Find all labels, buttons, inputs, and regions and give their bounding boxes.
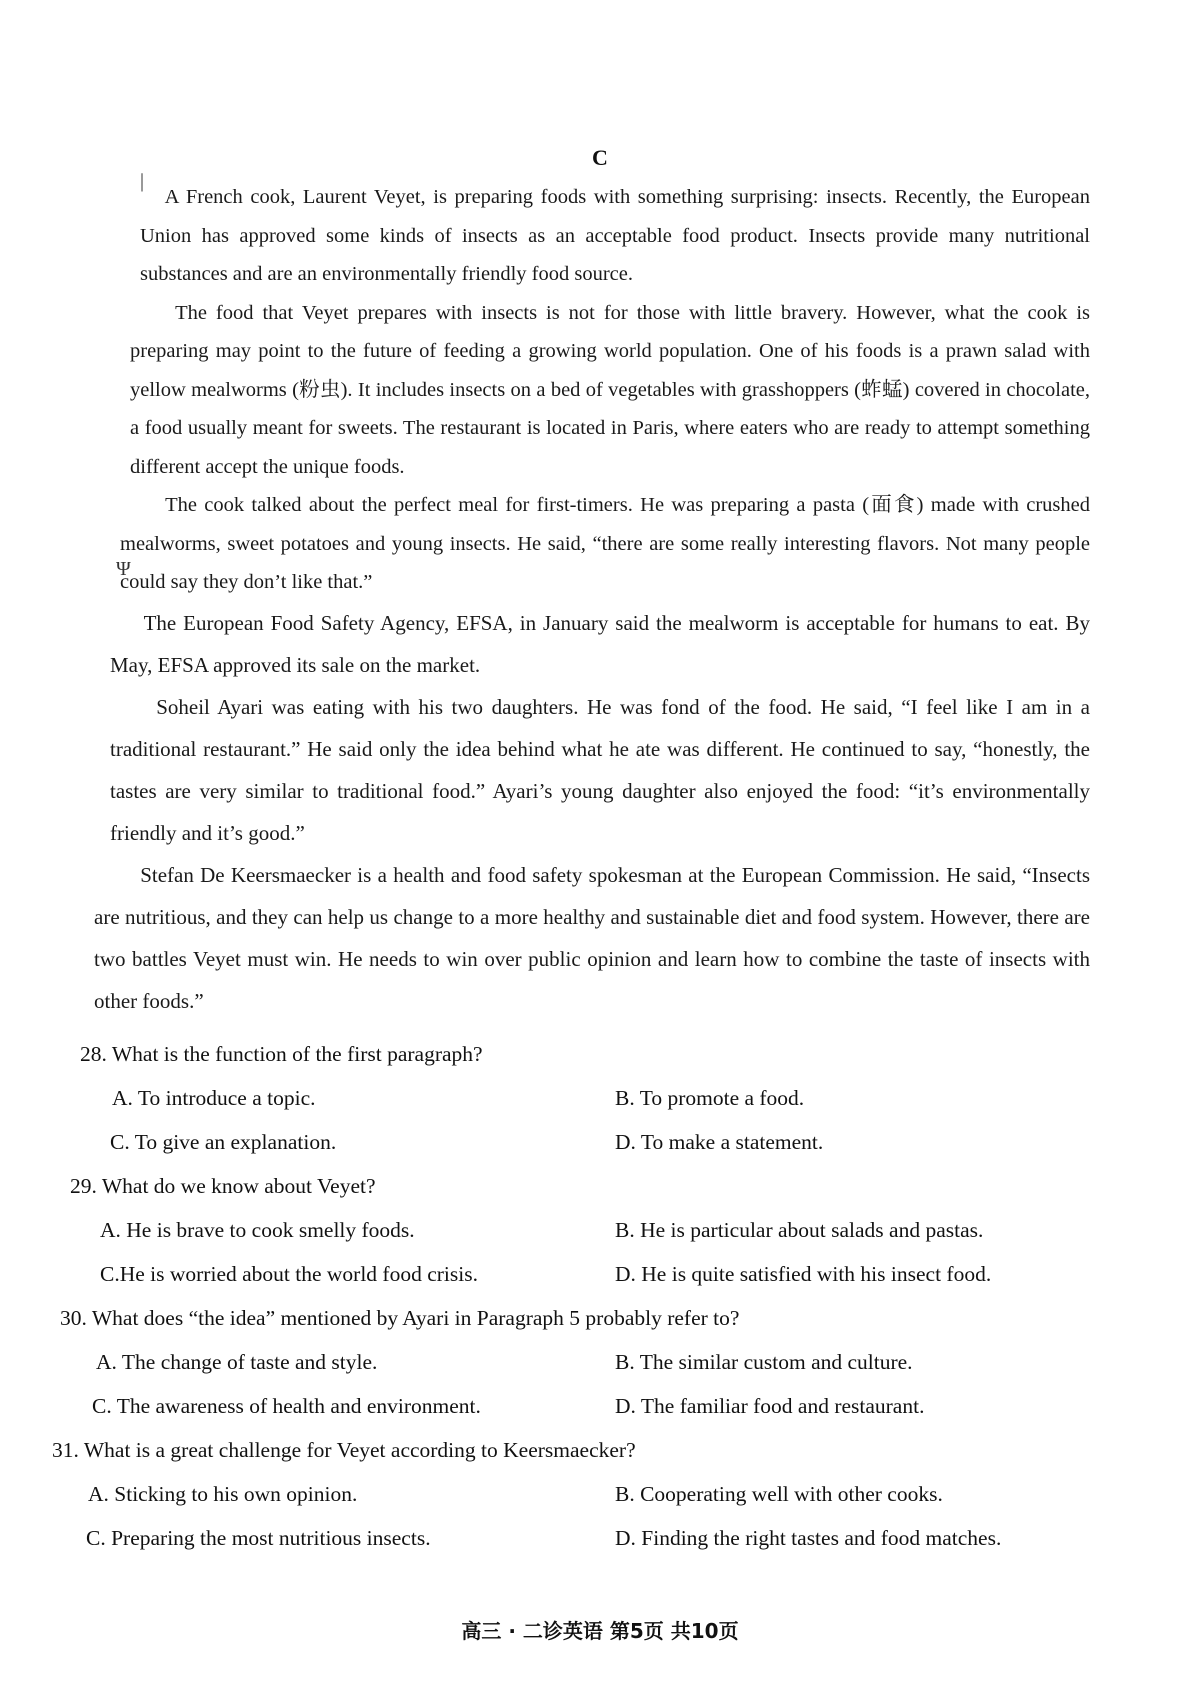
reading-passage	[94, 178, 1090, 1022]
option-a: A. He is brave to cook smelly foods.	[100, 1218, 415, 1242]
option-a: A. To introduce a topic.	[112, 1086, 316, 1110]
question-28	[60, 1032, 1100, 1164]
options-row	[60, 1472, 1100, 1516]
options-row	[60, 1208, 1100, 1252]
question-list	[52, 1032, 1100, 1560]
option-d: D. The familiar food and restaurant.	[615, 1394, 925, 1418]
option-d: D. Finding the right tastes and food matches.	[615, 1526, 1002, 1550]
option-d: D. He is quite satisfied with his insect food.	[615, 1262, 992, 1286]
option-b: B. Cooperating well with other cooks.	[615, 1482, 943, 1506]
passage-paragraph: The European Food Safety Agency, EFSA, in January said the mealworm is acceptable for humans to eat. By May, EFSA approved its sale on the market.	[110, 610, 1090, 677]
question-stem: 30. What does “the idea” mentioned by Ayari in Paragraph 5 probably refer to?	[60, 1306, 740, 1330]
options-row	[60, 1120, 1100, 1164]
options-row	[60, 1384, 1100, 1428]
option-b: B. To promote a food.	[615, 1086, 805, 1110]
options-row	[60, 1252, 1100, 1296]
option-a: A. The change of taste and style.	[96, 1350, 378, 1374]
option-c: C. To give an explanation.	[110, 1130, 337, 1154]
passage-paragraph: The cook talked about the perfect meal for first-timers. He was preparing a pasta (面食) made with crushed mealworms, sweet potatoes and young insects. He said, “there are some really interesting flavors. Not many people could say they don’t like that.”	[120, 494, 1090, 593]
margin-mark: Ψ	[116, 558, 131, 580]
option-a: A. Sticking to his own opinion.	[88, 1482, 358, 1506]
options-row	[60, 1340, 1100, 1384]
options-row	[60, 1076, 1100, 1120]
question-31	[52, 1428, 1100, 1560]
page-footer: 高三 · 二诊英语 第5页 共10页	[461, 1619, 739, 1643]
section-heading: C	[592, 145, 608, 170]
question-stem: 31. What is a great challenge for Veyet according to Keersmaecker?	[52, 1438, 636, 1462]
option-b: B. He is particular about salads and pastas.	[615, 1218, 984, 1242]
question-29	[60, 1164, 1100, 1296]
option-c: C. The awareness of health and environment.	[92, 1394, 481, 1418]
question-stem: 29. What do we know about Veyet?	[70, 1174, 376, 1198]
option-c: C. Preparing the most nutritious insects.	[86, 1526, 431, 1550]
passage-paragraph: A French cook, Laurent Veyet, is preparing foods with something surprising: insects. Recently, the European Union has approved some kinds of insects as an acceptable food product. Insects provide many nutritional substances and are an environmentally friendly food source.	[140, 186, 1090, 285]
passage-paragraph: The food that Veyet prepares with insects is not for those with little bravery. However, what the cook is preparing may point to the future of feeding a growing world population. One of his foods is a prawn salad with yellow mealworms (粉虫). It includes insects on a bed of vegetables with grasshoppers (蚱蜢) covered in chocolate, a food usually meant for sweets. The restaurant is located in Paris, where eaters who are ready to attempt something different accept the unique foods.	[130, 301, 1090, 478]
margin-mark: |	[140, 170, 145, 192]
question-30	[60, 1296, 1100, 1428]
passage-paragraph: Stefan De Keersmaecker is a health and food safety spokesman at the European Commission. He said, “Insects are nutritious, and they can help us change to a more healthy and sustainable diet and food system. However, there are two battles Veyet must win. He needs to win over public opinion and learn how to combine the taste of insects with other foods.”	[94, 862, 1090, 1013]
options-row	[60, 1516, 1100, 1560]
option-b: B. The similar custom and culture.	[615, 1350, 913, 1374]
option-c: C.He is worried about the world food crisis.	[100, 1262, 478, 1286]
question-stem: 28. What is the function of the first paragraph?	[80, 1042, 483, 1066]
option-d: D. To make a statement.	[615, 1130, 824, 1154]
passage-paragraph: Soheil Ayari was eating with his two daughters. He was fond of the food. He said, “I feel like I am in a traditional restaurant.” He said only the idea behind what he ate was different. He continued to say, “honestly, the tastes are very similar to traditional food.” Ayari’s young daughter also enjoyed the food: “it’s environmentally friendly and it’s good.”	[110, 694, 1090, 845]
